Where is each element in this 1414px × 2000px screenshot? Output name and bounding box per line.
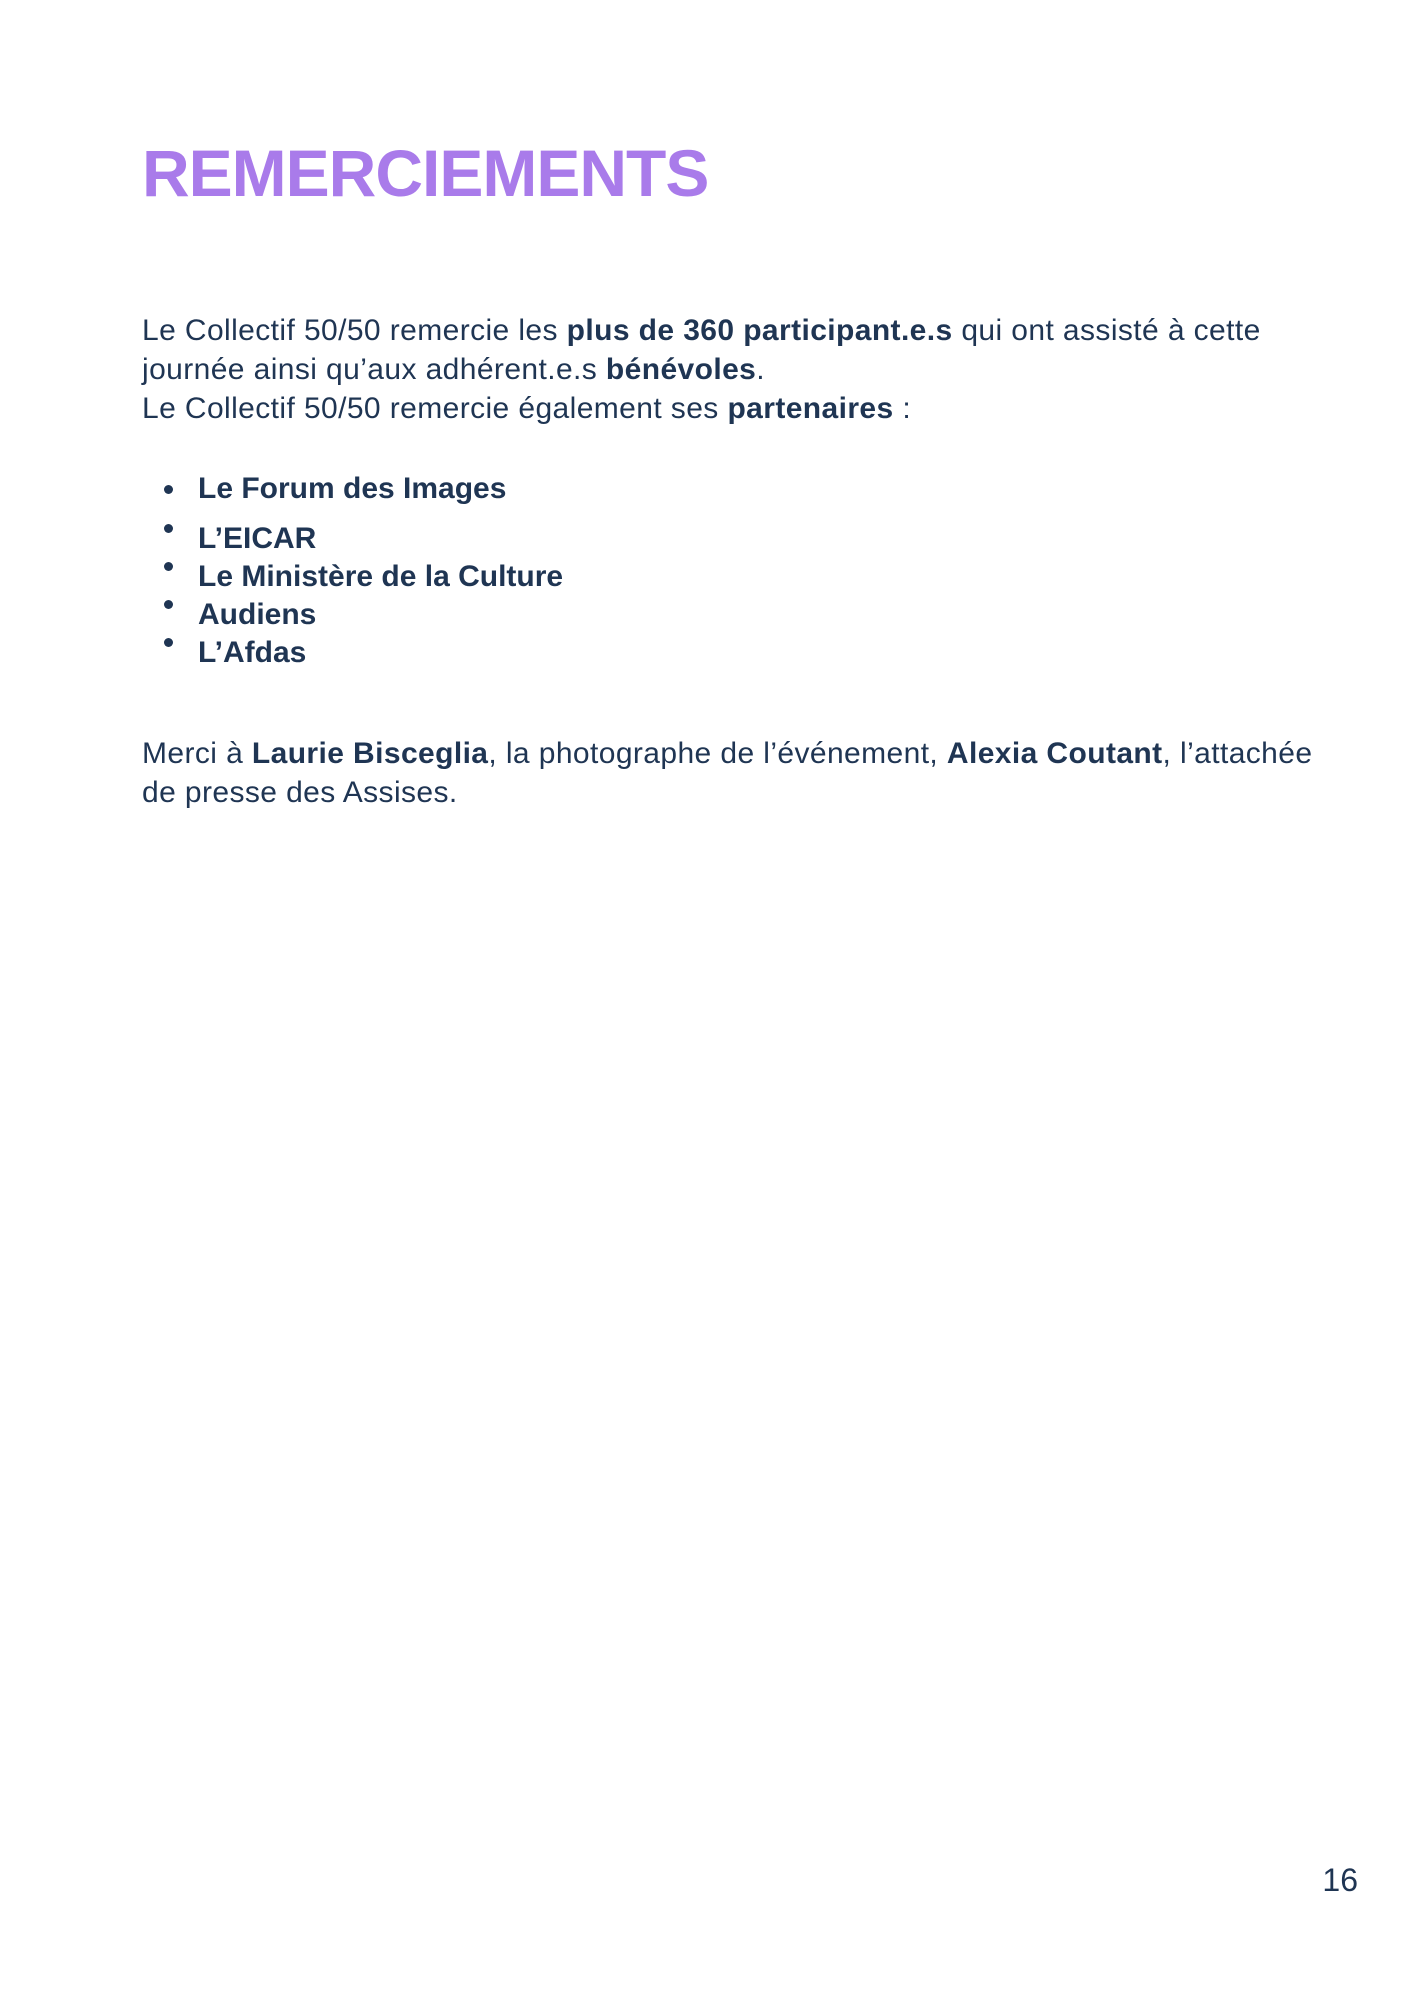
partners-list — [142, 470, 1042, 672]
bullet-icon — [164, 638, 173, 647]
bullet-icon — [164, 600, 173, 609]
partners-label: partenaires — [727, 392, 894, 425]
list-item: L’Afdas — [142, 634, 1042, 672]
bullet-icon — [164, 562, 173, 571]
list-item: Le Ministère de la Culture — [142, 558, 1042, 596]
bullet-icon — [164, 485, 173, 494]
press-attache-name: Alexia Coutant — [946, 737, 1163, 770]
intro-sentence-partners: Le Collectif 50/50 remercie également ses partenaires : — [142, 392, 912, 425]
participants-count: plus de 360 participant.e.s — [566, 314, 953, 347]
photographer-name: Laurie Bisceglia — [251, 737, 489, 770]
list-item: Le Forum des Images — [142, 470, 1042, 508]
page-title: REMERCIEMENTS — [142, 136, 709, 210]
volunteers-label: bénévoles — [605, 353, 757, 386]
thanks-paragraph: Merci à Laurie Bisceglia, la photographe de l’événement, Alexia Coutant, l’attachée de presse des Assises. — [142, 737, 1313, 809]
list-item: L’EICAR — [142, 520, 1042, 558]
intro-sentence-participants: Le Collectif 50/50 remercie les plus de 360 participant.e.s qui ont assisté à cette journée ainsi qu’aux adhérent.e.s bénévoles. — [142, 314, 1261, 386]
list-item: Audiens — [142, 596, 1042, 634]
page-number: 16 — [1322, 1862, 1358, 1898]
intro-paragraph — [142, 311, 1312, 428]
bullet-icon — [164, 524, 173, 533]
